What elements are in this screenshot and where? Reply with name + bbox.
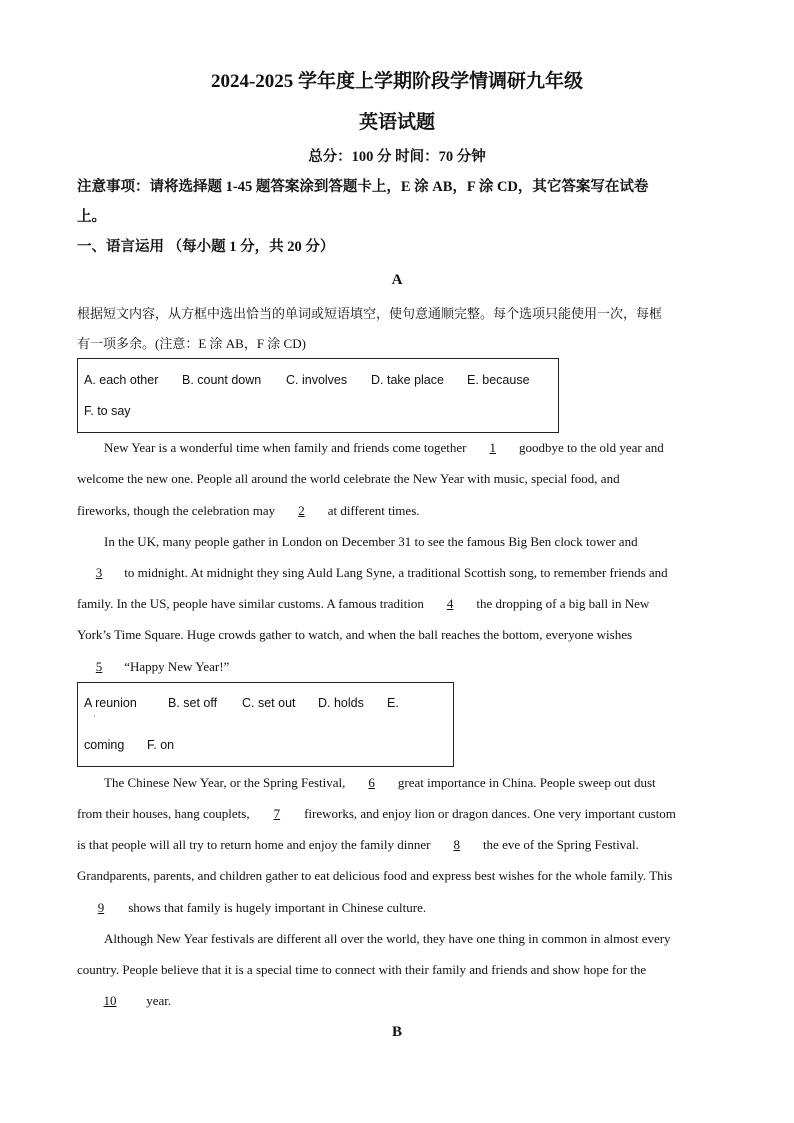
- passage-line: [77, 659, 722, 675]
- exam-title: 2024-2025 学年度上学期阶段学情调研九年级: [210, 71, 584, 92]
- box2-option-c: C. set out: [242, 696, 296, 710]
- passage-line: In the UK, many people gather in London on December 31 to see the famous Big Ben clock tower and: [104, 534, 638, 549]
- passage-text: fireworks, though the celebration may: [77, 503, 276, 518]
- passage-text: from their houses, hang couplets,: [77, 806, 250, 821]
- passage-line: Although New Year festivals are different all over the world, they have one thing in common in almost every: [104, 931, 671, 946]
- passage-text: fireworks, and enjoy lion or dragon dances. One very important custom: [304, 806, 676, 821]
- exam-meta: 总分：100 分 时间：70 分钟: [308, 149, 486, 165]
- passage-line: [104, 775, 749, 791]
- passage-line: [104, 440, 749, 456]
- passage-line: [77, 503, 722, 519]
- passage-text: shows that family is hugely important in Chinese culture.: [128, 900, 427, 915]
- passage-line: [77, 837, 722, 853]
- blank-8: 8: [453, 837, 460, 852]
- passage-text: the eve of the Spring Festival.: [482, 837, 639, 852]
- exam-subject: 英语试题: [358, 112, 435, 133]
- blank-5: 5: [95, 659, 103, 674]
- blank-2: 2: [298, 503, 305, 518]
- mark-dot: ·: [93, 712, 96, 721]
- box2-option-d: D. holds: [318, 696, 364, 710]
- word-box-2: [77, 682, 454, 767]
- notice-line-1: 注意事项：请将选择题 1-45 题答案涂到答题卡上，E 涂 AB，F 涂 CD，其它答案写在试卷: [77, 179, 649, 195]
- passage-text: the dropping of a big ball in New: [476, 596, 650, 611]
- box2-option-b: B. set off: [168, 696, 218, 710]
- passage-text: The Chinese New Year, or the Spring Festival,: [104, 775, 346, 790]
- instruction-line-1: 根据短文内容，从方框中选出恰当的单词或短语填空，使句意通顺完整。每个选项只能使用一次，每框: [77, 306, 663, 321]
- box1-option-e: E. because: [467, 373, 530, 387]
- blank-3: 3: [95, 565, 103, 580]
- box1-option-a: A. each other: [84, 373, 159, 387]
- part-a-label: A: [391, 272, 403, 288]
- box2-option-e: E.: [387, 696, 399, 710]
- passage-line: Grandparents, parents, and children gather to eat delicious food and express best wishes for the whole family. This: [77, 868, 673, 883]
- blank-4: 4: [446, 596, 454, 611]
- passage-text: at different times.: [327, 503, 420, 518]
- box2-option-a: A reunion: [84, 696, 137, 710]
- passage-line: [77, 900, 722, 916]
- passage-text: great importance in China. People sweep out dust: [397, 775, 656, 790]
- box2-option-e-text: coming: [84, 738, 125, 752]
- passage-line: [77, 806, 722, 822]
- passage-line: welcome the new one. People all around the world celebrate the New Year with music, special food, and: [77, 471, 620, 486]
- blank-1: 1: [489, 440, 496, 455]
- passage-line: [77, 596, 722, 612]
- passage-line: York’s Time Square. Huge crowds gather to watch, and when the ball reaches the bottom, everyone wishes: [77, 627, 633, 642]
- blank-7: 7: [273, 806, 281, 821]
- passage-text: to midnight. At midnight they sing Auld Lang Syne, a traditional Scottish song, to remember friends and: [124, 565, 668, 580]
- box1-option-c: C. involves: [286, 373, 348, 387]
- blank-9: 9: [97, 900, 105, 915]
- passage-text: year.: [146, 993, 172, 1008]
- passage-text: New Year is a wonderful time when family and friends come together: [104, 440, 467, 455]
- box1-option-f: F. to say: [84, 404, 131, 418]
- part-b-label: B: [391, 1024, 402, 1040]
- instruction-line-2: 有一项多余。(注意：E 涂 AB，F 涂 CD): [77, 336, 306, 351]
- blank-6: 6: [368, 775, 375, 790]
- passage-text: “Happy New Year!”: [124, 659, 230, 674]
- passage-line: [77, 565, 722, 581]
- box1-option-b: B. count down: [182, 373, 262, 387]
- passage-line: country. People believe that it is a special time to connect with their family and friends and show hope for the: [77, 962, 647, 977]
- notice-line-2: 上。: [77, 209, 106, 225]
- section-heading: 一、语言运用 （每小题 1 分，共 20 分）: [77, 239, 335, 255]
- passage-text: family. In the US, people have similar customs. A famous tradition: [77, 596, 424, 611]
- blank-10: 10: [103, 993, 117, 1008]
- passage-text: is that people will all try to return home and enjoy the family dinner: [77, 837, 431, 852]
- passage-text: goodbye to the old year and: [518, 440, 664, 455]
- word-box-1: [77, 358, 559, 433]
- box2-option-f: F. on: [147, 738, 175, 752]
- passage-line: [77, 993, 722, 1009]
- box1-option-d: D. take place: [371, 373, 444, 387]
